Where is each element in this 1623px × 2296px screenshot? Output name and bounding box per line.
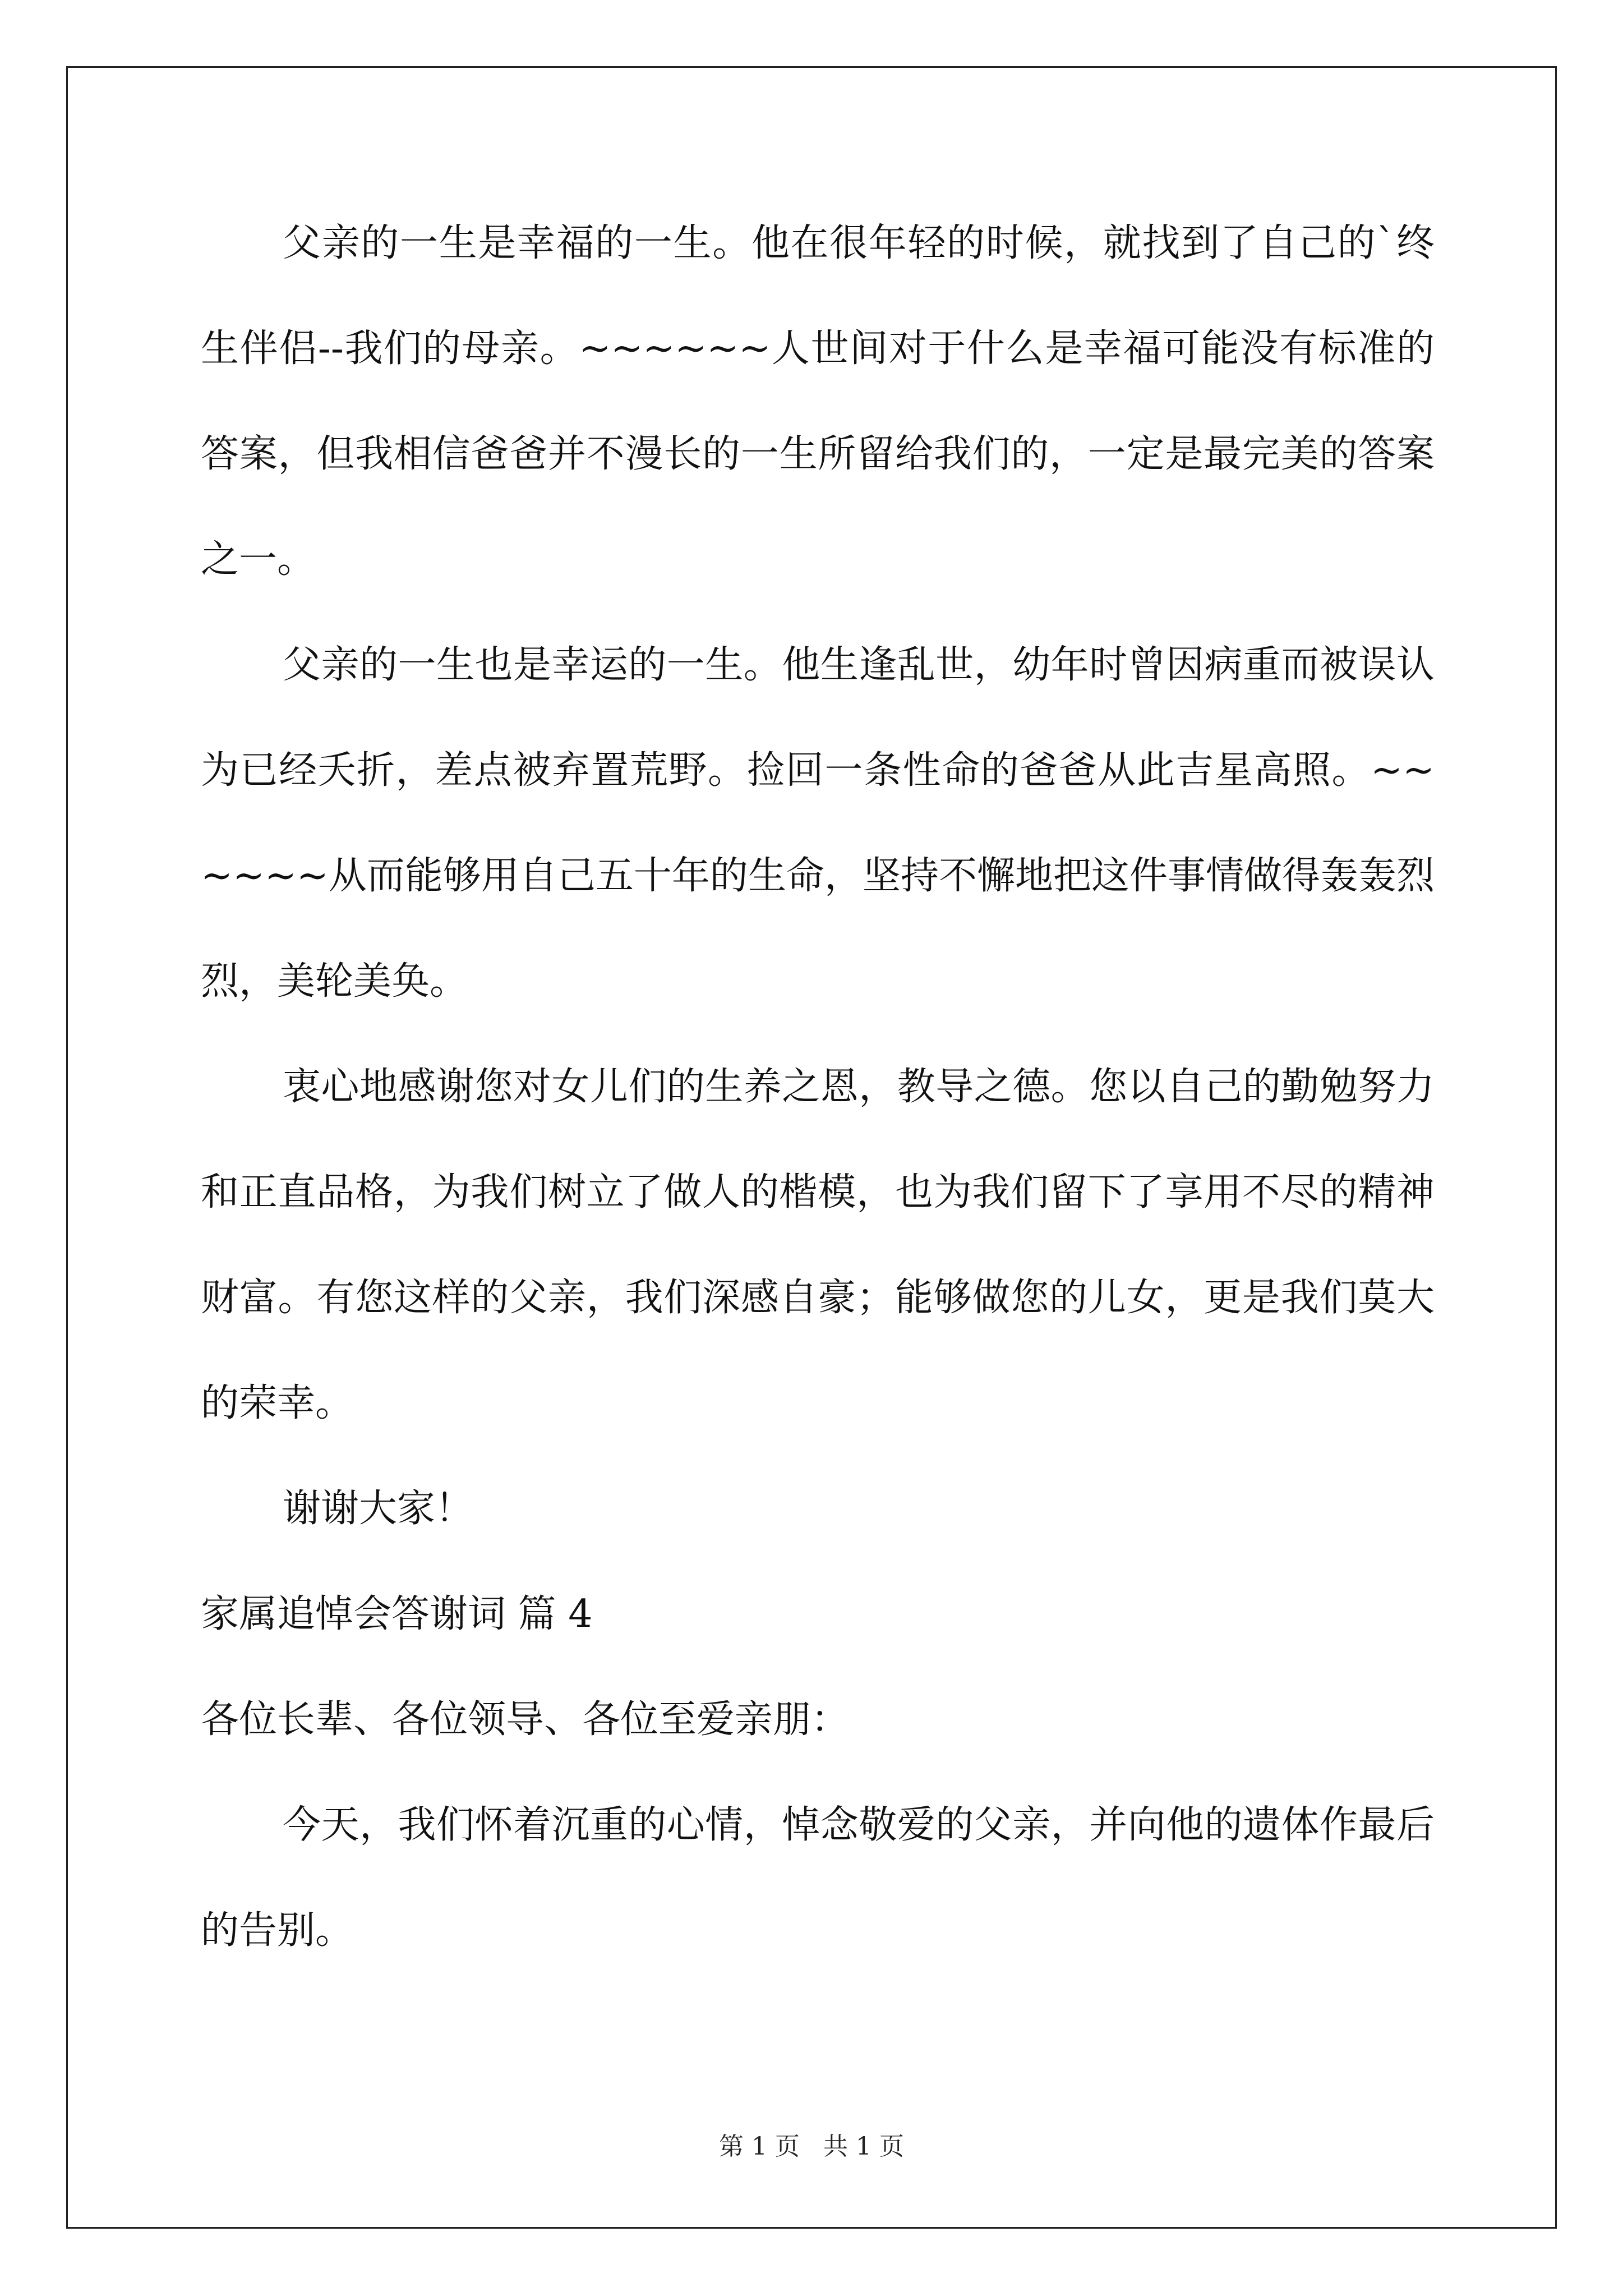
- paragraph-lucky-life: 父亲的一生也是幸运的一生。他生逢乱世，幼年时曾因病重而被误认为已经夭折，差点被弃置荒野。捡回一条性命的爸爸从此吉星高照。~~~~~~从而能够用自己五十年的生命，坚持不懈地把这件事情做得轰轰烈烈，美轮美奂。: [201, 643, 1435, 1004]
- document-body: [201, 191, 1435, 1984]
- paragraph-thanks: 谢谢大家！: [283, 1487, 474, 1531]
- paragraph-gratitude: 衷心地感谢您对女儿们的生养之恩，教导之德。您以自己的勤勉努力和正直品格，为我们树立了做人的楷模，也为我们留下了享用不尽的精神财富。有您这样的父亲，我们深感自豪；能够做您的儿女，更是我们莫大的荣幸。: [201, 1065, 1435, 1425]
- section-heading: 家属追悼会答谢词 篇 4: [201, 1592, 593, 1636]
- paragraph-happy-life: 父亲的一生是幸福的一生。他在很年轻的时候，就找到了自己的`终生伴侣--我们的母亲。~~~~~~人世间对于什么是幸福可能没有标准的答案，但我相信爸爸并不漫长的一生所留给我们的，一定是最完美的答案之一。: [201, 221, 1435, 582]
- salutation: 各位长辈、各位领导、各位至爱亲朋：: [201, 1697, 850, 1742]
- paragraph-opening: 今天，我们怀着沉重的心情，悼念敬爱的父亲，并向他的遗体作最后的告别。: [201, 1803, 1435, 1953]
- page-number-footer: 第 1 页 共 1 页: [719, 2132, 904, 2161]
